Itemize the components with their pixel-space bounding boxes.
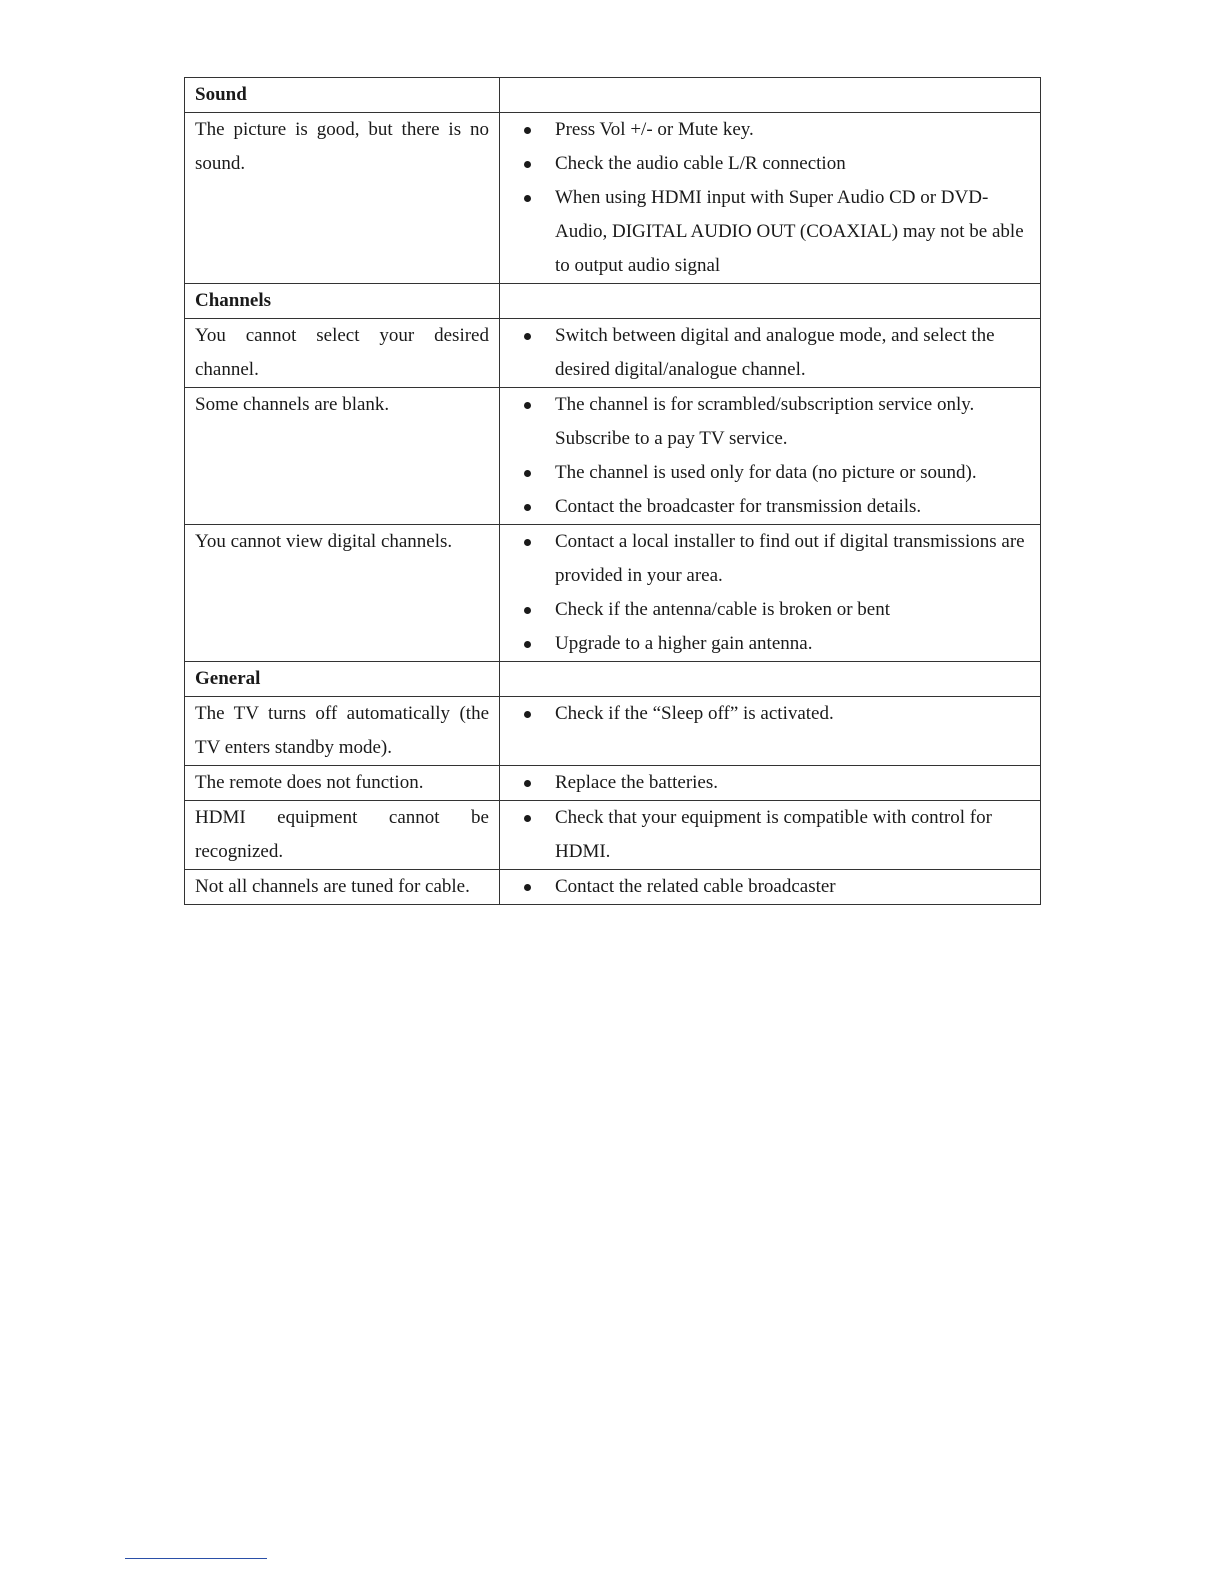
table-row (185, 870, 1041, 905)
solution-item: Check if the antenna/cable is broken or bent (500, 593, 1030, 627)
solution-item: Switch between digital and analogue mode, and select the desired digital/analogue channel. (500, 319, 1030, 387)
table-row (185, 113, 1041, 284)
table-row (185, 319, 1041, 388)
section-header-channels (185, 284, 1041, 319)
problem-text: The TV turns off automatically (the TV enters standby mode). (195, 703, 489, 758)
section-title: Channels (195, 290, 272, 311)
section-title: Sound (195, 84, 247, 105)
problem-text: You cannot select your desired channel. (195, 325, 489, 380)
section-header-general (185, 662, 1041, 697)
solution-item: Contact the broadcaster for transmission details. (500, 490, 1030, 524)
table-row (185, 697, 1041, 766)
footnote-separator (125, 1558, 267, 1559)
solution-item: When using HDMI input with Super Audio CD or DVD-Audio, DIGITAL AUDIO OUT (COAXIAL) may not be able to output audio signal (500, 181, 1030, 283)
solution-list (500, 525, 1040, 661)
solution-list (500, 319, 1040, 387)
solution-item: Check that your equipment is compatible with control for HDMI. (500, 801, 1030, 869)
solution-item: Check the audio cable L/R connection (500, 147, 1030, 181)
solution-item: Check if the “Sleep off” is activated. (500, 697, 1030, 731)
table-row (185, 766, 1041, 801)
solution-item: Contact the related cable broadcaster (500, 870, 1030, 904)
table-row (185, 388, 1041, 525)
solution-list (500, 801, 1040, 869)
problem-text: HDMI equipment cannot be recognized. (195, 807, 489, 862)
problem-text: Not all channels are tuned for cable. (195, 876, 470, 897)
solution-list (500, 870, 1040, 904)
table-row (185, 525, 1041, 662)
solution-item: Upgrade to a higher gain antenna. (500, 627, 1030, 661)
solution-item: Contact a local installer to find out if digital transmissions are provided in your area. (500, 525, 1030, 593)
problem-text: Some channels are blank. (195, 394, 390, 415)
solution-list (500, 766, 1040, 800)
solution-list (500, 697, 1040, 731)
solution-item: The channel is for scrambled/subscription service only. Subscribe to a pay TV service. (500, 388, 1030, 456)
troubleshooting-table (184, 77, 1041, 905)
section-title: General (195, 668, 261, 689)
problem-text: You cannot view digital channels. (195, 531, 453, 552)
table-row (185, 801, 1041, 870)
solution-list (500, 113, 1040, 283)
solution-item: The channel is used only for data (no picture or sound). (500, 456, 1030, 490)
problem-text: The picture is good, but there is no sound. (195, 119, 489, 174)
solution-item: Press Vol +/- or Mute key. (500, 113, 1030, 147)
section-header-sound (185, 78, 1041, 113)
problem-text: The remote does not function. (195, 772, 424, 793)
solution-list (500, 388, 1040, 524)
solution-item: Replace the batteries. (500, 766, 1030, 800)
